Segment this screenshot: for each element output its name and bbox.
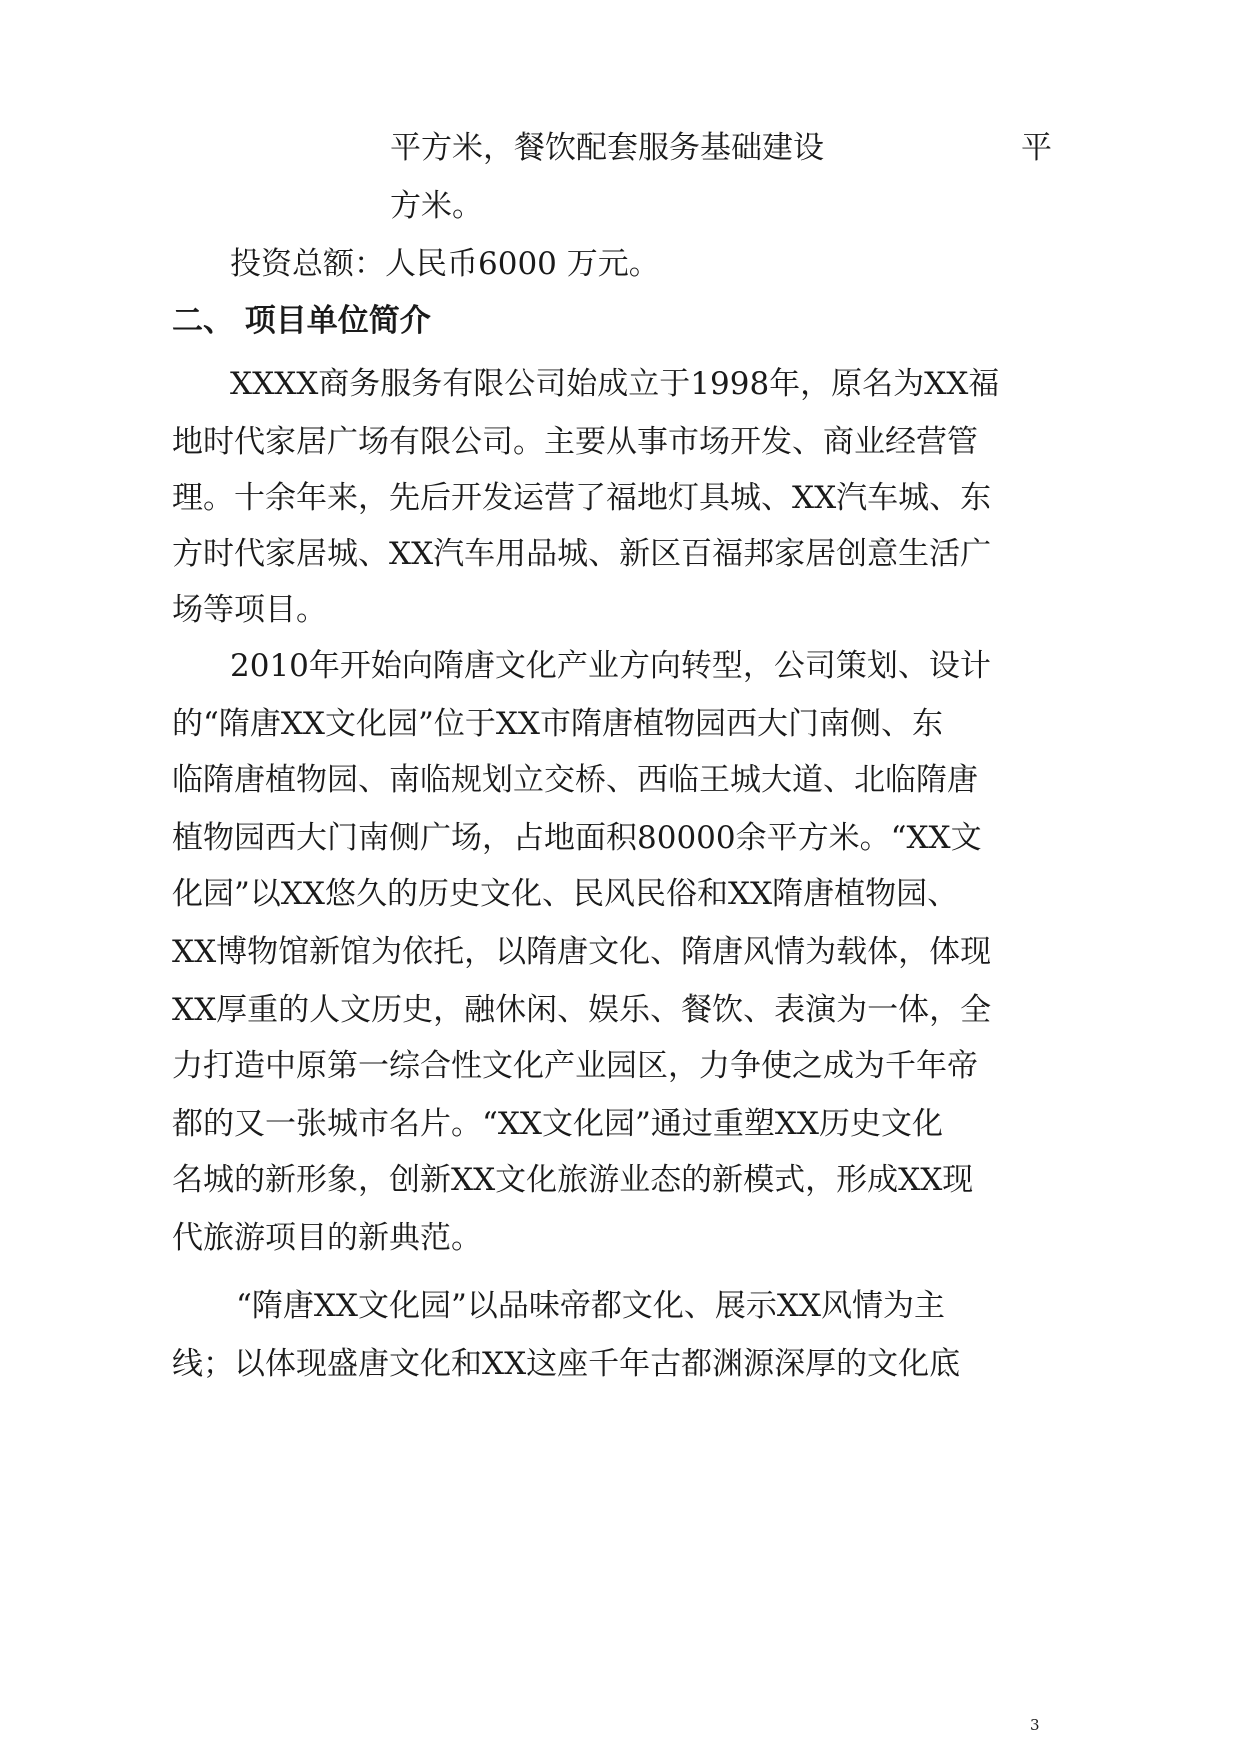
area-line-part-a: 平方米，餐饮配套服务基础建设 — [390, 130, 824, 166]
paragraph-line: 2010年开始向隋唐文化产业方向转型，公司策划、设计 — [230, 648, 991, 684]
paragraph-line: 线；以体现盛唐文化和XX这座千年古都渊源深厚的文化底 — [172, 1346, 961, 1382]
area-line-cont: 方米。 — [390, 188, 483, 224]
paragraph-line: 力打造中原第一综合性文化产业园区，力争使之成为千年帝 — [172, 1048, 978, 1084]
section-heading: 二、 项目单位简介 — [172, 303, 431, 339]
paragraph-line: XX博物馆新馆为依托，以隋唐文化、隋唐风情为载体，体现 — [172, 934, 992, 970]
page-number: 3 — [1030, 1716, 1040, 1734]
paragraph-line: XX厚重的人文历史，融休闲、娱乐、餐饮、表演为一体，全 — [172, 992, 992, 1028]
paragraph-line: “隋唐XX文化园”以品味帝都文化、展示XX风情为主 — [236, 1288, 945, 1324]
paragraph-line: 场等项目。 — [172, 592, 327, 628]
paragraph-line: 化园”以XX悠久的历史文化、民风民俗和XX隋唐植物园、 — [172, 876, 959, 912]
paragraph-line: 理。十余年来，先后开发运营了福地灯具城、XX汽车城、东 — [172, 480, 992, 516]
paragraph-line: 都的又一张城市名片。“XX文化园”通过重塑XX历史文化 — [172, 1106, 943, 1142]
paragraph-line: 地时代家居广场有限公司。主要从事市场开发、商业经营管 — [172, 424, 978, 460]
paragraph-line: XXXX商务服务有限公司始成立于1998年，原名为XX福 — [230, 366, 1000, 402]
area-line — [390, 128, 1052, 168]
paragraph-line: 代旅游项目的新典范。 — [172, 1220, 482, 1256]
paragraph-line: 的“隋唐XX文化园”位于XX市隋唐植物园西大门南侧、东 — [172, 706, 943, 742]
paragraph-line: 植物园西大门南侧广场，占地面积80000余平方米。“XX文 — [172, 820, 982, 856]
investment-line: 投资总额：人民币6000 万元。 — [230, 246, 660, 282]
paragraph-line: 名城的新形象，创新XX文化旅游业态的新模式，形成XX现 — [172, 1162, 974, 1198]
area-line-part-b: 平 — [1021, 130, 1052, 166]
paragraph-line: 方时代家居城、XX汽车用品城、新区百福邦家居创意生活广 — [172, 536, 992, 572]
paragraph-line: 临隋唐植物园、南临规划立交桥、西临王城大道、北临隋唐 — [172, 762, 978, 798]
